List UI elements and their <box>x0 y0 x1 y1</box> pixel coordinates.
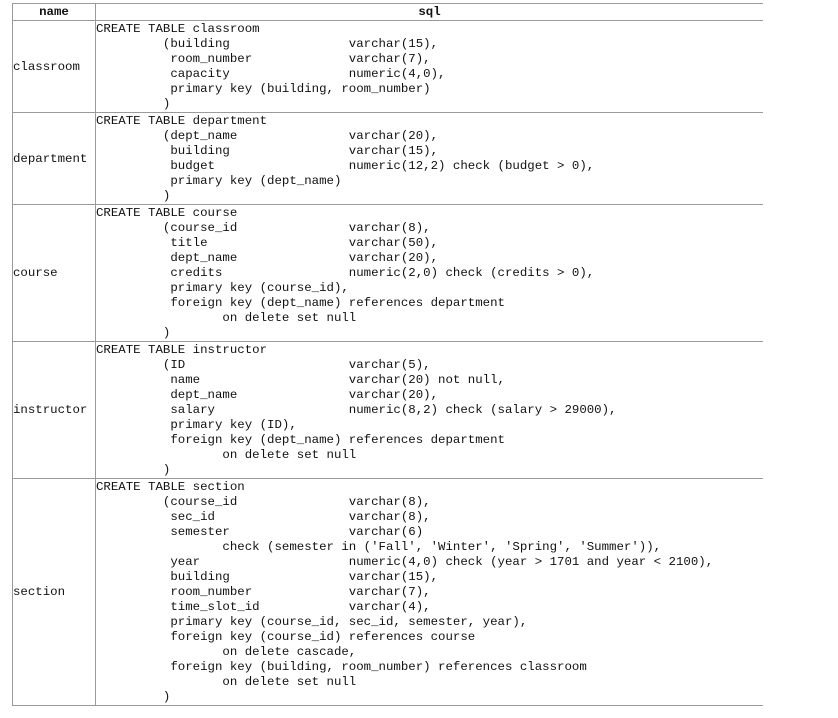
sql-cell <box>96 113 764 205</box>
sql-definition: CREATE TABLE instructor (ID varchar(5), name varchar(20) not null, dept_name varchar(20), salary numeric(8,2) check (salary > 29000), primary key (ID), foreign key (dept_name) references department on delete set null ) <box>96 343 617 477</box>
table-name-cell: classroom <box>13 21 96 113</box>
sql-definition: CREATE TABLE section (course_id varchar(8), sec_id varchar(8), semester varchar(6) check (semester in ('Fall', 'Winter', 'Spring', 'Summer')), year numeric(4,0) check (year > 1701 and year < 2100), building varchar(15), room_number varchar(7), time_slot_id varchar(4), primary key (course_id, sec_id, semester, year), foreign key (course_id) references course on delete cascade, foreign key (building, room_number) references classroom on delete set null ) <box>96 480 714 704</box>
column-header-sql[interactable]: sql <box>96 4 764 21</box>
table-row[interactable] <box>13 113 764 205</box>
table-name-cell: course <box>13 205 96 342</box>
sql-definition: CREATE TABLE classroom (building varchar(15), room_number varchar(7), capacity numeric(4,0), primary key (building, room_number) ) <box>96 22 446 111</box>
sql-cell <box>96 205 764 342</box>
schema-table-container <box>12 3 763 718</box>
schema-table <box>12 3 763 706</box>
table-name-cell: instructor <box>13 342 96 479</box>
table-row[interactable] <box>13 342 764 479</box>
sql-definition: CREATE TABLE course (course_id varchar(8), title varchar(50), dept_name varchar(20), credits numeric(2,0) check (credits > 0), primary key (course_id), foreign key (dept_name) references department on delete set null ) <box>96 206 595 340</box>
column-header-name[interactable]: name <box>13 4 96 21</box>
table-name-cell: section <box>13 479 96 706</box>
sql-cell <box>96 342 764 479</box>
sql-cell <box>96 21 764 113</box>
table-row[interactable] <box>13 479 764 706</box>
header-row <box>13 4 764 21</box>
sql-definition: CREATE TABLE department (dept_name varchar(20), building varchar(15), budget numeric(12,2) check (budget > 0), primary key (dept_name) ) <box>96 114 595 203</box>
sql-cell <box>96 479 764 706</box>
table-row[interactable] <box>13 21 764 113</box>
table-row[interactable] <box>13 205 764 342</box>
table-name-cell: department <box>13 113 96 205</box>
